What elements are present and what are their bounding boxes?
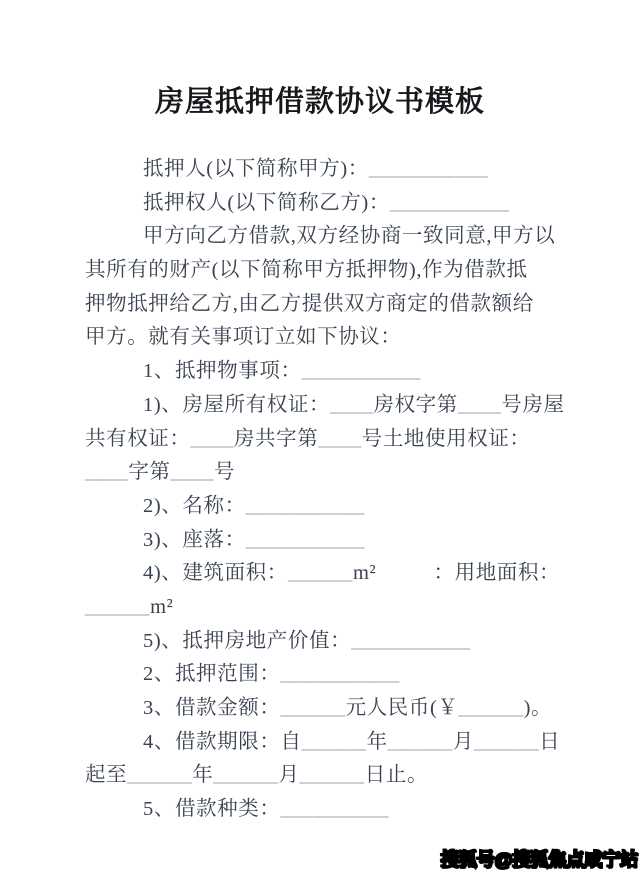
blank-field: ______: [299, 764, 365, 787]
line-text: 号房屋: [501, 393, 565, 416]
line-text: 2)、名称：: [143, 494, 246, 517]
line-text: 4、借款期限：自: [143, 730, 302, 753]
line-text: 号: [214, 461, 236, 484]
line-text: 其所有的财产(以下简称甲方抵押物),作为借款抵: [85, 259, 528, 282]
blank-field: ___________: [280, 663, 400, 686]
document-line: [85, 490, 553, 524]
document-line: [85, 692, 553, 726]
blank-field: ____: [85, 461, 129, 484]
line-text: )。: [523, 697, 553, 719]
line-text: 押物抵押给乙方,由乙方提供双方商定的借款额给: [85, 292, 534, 315]
blank-field: ___________: [245, 494, 366, 517]
line-text: 5)、抵押房地产价值：: [143, 629, 352, 652]
line-text: 房共字第: [233, 427, 319, 450]
line-text: 甲方。就有关事项订立如下协议：: [85, 326, 402, 349]
blank-field: ______: [280, 697, 346, 719]
document-line: [85, 591, 553, 625]
blank-field: ______: [213, 764, 279, 787]
document-line: [85, 726, 561, 760]
line-text: 抵押人(以下简称甲方)：: [143, 158, 369, 180]
line-text: 月: [452, 730, 474, 753]
document-line: [85, 423, 553, 457]
watermark-badge: 搜狐号@搜狐焦点咸宁站: [440, 849, 638, 870]
line-text: 3、借款金额：: [143, 697, 281, 719]
line-text: 元人民币(￥: [345, 697, 459, 719]
document-line: [85, 254, 553, 288]
blank-field: ___________: [368, 158, 489, 180]
document-body: [85, 153, 565, 827]
line-text: 2、抵押范围：: [143, 663, 281, 686]
document-line: [85, 658, 553, 692]
document-line: [85, 625, 553, 659]
line-text: 年: [366, 730, 388, 753]
line-text: 日: [539, 730, 561, 753]
blank-field: ____: [330, 393, 374, 416]
line-text: 号土地使用权证：: [361, 427, 531, 450]
line-text: 5、借款种类：: [143, 798, 281, 821]
line-text: 4)、建筑面积：: [143, 562, 288, 585]
blank-field: ____: [170, 461, 215, 484]
document-line: [85, 524, 553, 558]
blank-field: ______: [387, 730, 453, 753]
blank-field: ______: [85, 595, 151, 618]
document-line: [85, 557, 561, 591]
document-line: [85, 456, 553, 490]
blank-field: __________: [280, 798, 389, 821]
blank-field: ______: [127, 764, 193, 787]
blank-field: ______: [287, 562, 353, 585]
blank-field: ___________: [351, 629, 471, 652]
line-text: 1、抵押物事项：: [143, 360, 302, 383]
line-text: 月: [278, 764, 300, 787]
blank-field: ______: [474, 730, 540, 753]
document-line: [85, 220, 556, 254]
blank-field: ___________: [389, 191, 510, 214]
line-text: 年: [192, 764, 214, 787]
document-line: [85, 153, 553, 187]
line-text: 起至: [85, 764, 128, 787]
document-line: [85, 759, 553, 793]
line-text: 抵押权人(以下简称乙方)：: [143, 191, 390, 214]
line-text: 房权字第: [373, 393, 458, 416]
document-line: [85, 321, 553, 355]
line-text: 3)、座落：: [143, 528, 246, 551]
line-text: m² ：用地面积：: [353, 562, 561, 585]
document-line: [85, 288, 553, 322]
line-text: 1)、房屋所有权证：: [143, 393, 331, 416]
line-text: m²: [150, 595, 174, 618]
document-line: [85, 355, 553, 389]
blank-field: ___________: [301, 360, 421, 383]
blank-field: ____: [190, 427, 234, 450]
blank-field: ______: [301, 730, 367, 753]
line-text: 日止。: [364, 764, 429, 787]
document-line: [85, 187, 553, 221]
line-text: 字第: [128, 461, 171, 484]
document-line: [85, 389, 565, 423]
line-text: 共有权证：: [85, 427, 191, 450]
page-title: 房屋抵押借款协议书模板: [154, 86, 485, 118]
blank-field: ____: [457, 393, 502, 416]
blank-field: ______: [458, 697, 524, 719]
document-line: [85, 793, 553, 827]
blank-field: ____: [318, 427, 362, 450]
line-text: 甲方向乙方借款,双方经协商一致同意,甲方以: [143, 225, 556, 248]
blank-field: ___________: [245, 528, 366, 551]
